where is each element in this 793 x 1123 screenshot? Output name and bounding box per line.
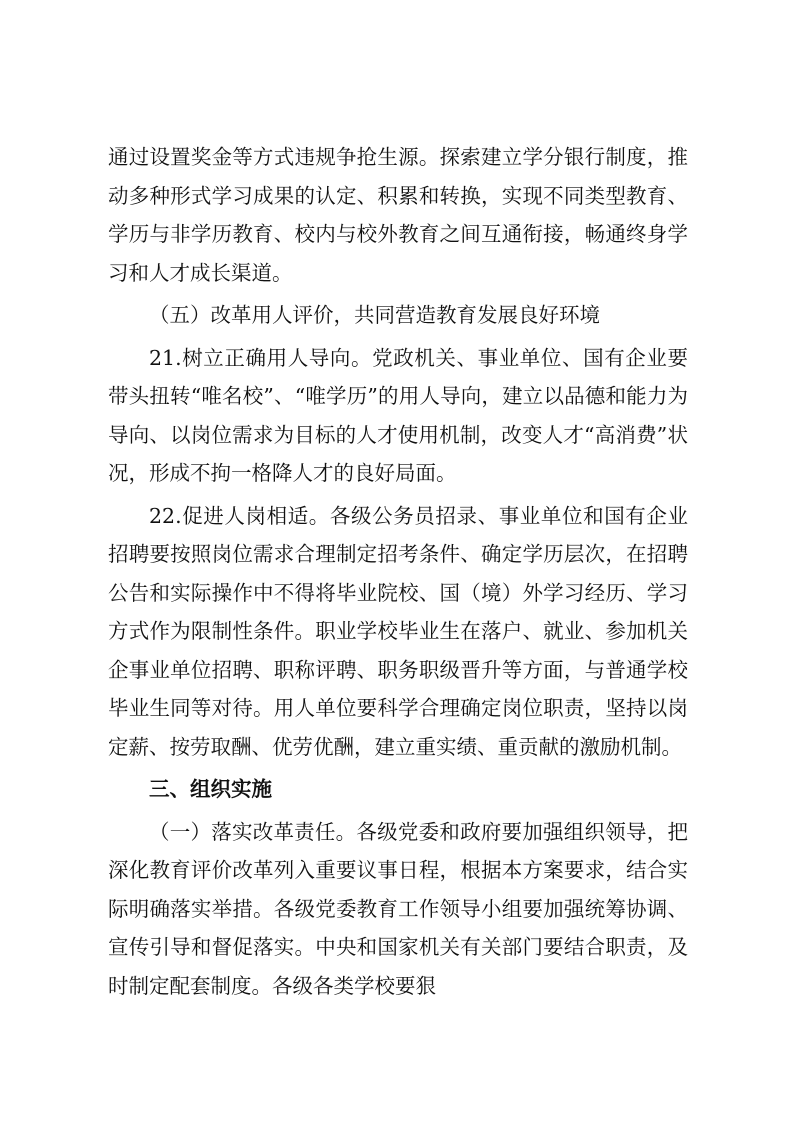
- paragraph-continued: 通过设置奖金等方式违规争抢生源。探索建立学分银行制度，推动多种形式学习成果的认定、积累和转换，实现不同类型教育、学历与非学历教育、校内与校外教育之间互通衔接，畅通终身学习和人才成长渠道。: [108, 145, 688, 285]
- document-page: [108, 138, 688, 1005]
- item-21-paragraph: 21.树立正确用人导向。党政机关、事业单位、国有企业要带头扭转“唯名校”、“唯学历”的用人导向，建立以品德和能力为导向、以岗位需求为目标的人才使用机制，改变人才“高消费”状况，形成不拘一格降人才的良好局面。: [108, 345, 688, 485]
- part-3-heading: 三、组织实施: [149, 777, 272, 801]
- item-22-paragraph: 22.促进人岗相适。各级公务员招录、事业单位和国有企业招聘要按照岗位需求合理制定招考条件、确定学历层次，在招聘公告和实际操作中不得将毕业院校、国（境）外学习经历、学习方式作为限制性条件。职业学校毕业生在落户、就业、参加机关企事业单位招聘、职称评聘、职务职级晋升等方面，与普通学校毕业生同等对待。用人单位要科学合理确定岗位职责，坚持以岗定薪、按劳取酬、优劳优酬，建立重实绩、重贡献的激励机制。: [108, 503, 688, 759]
- part-3-item-1-paragraph: （一）落实改革责任。各级党委和政府要加强组织领导，把深化教育评价改革列入重要议事日程，根据本方案要求，结合实际明确落实举措。各级党委教育工作领导小组要加强统筹协调、宣传引导和督促落实。中央和国家机关有关部门要结合职责，及时制定配套制度。各级各类学校要狠: [108, 819, 688, 998]
- section-5-heading: （五）改革用人评价，共同营造教育发展良好环境: [149, 303, 600, 327]
